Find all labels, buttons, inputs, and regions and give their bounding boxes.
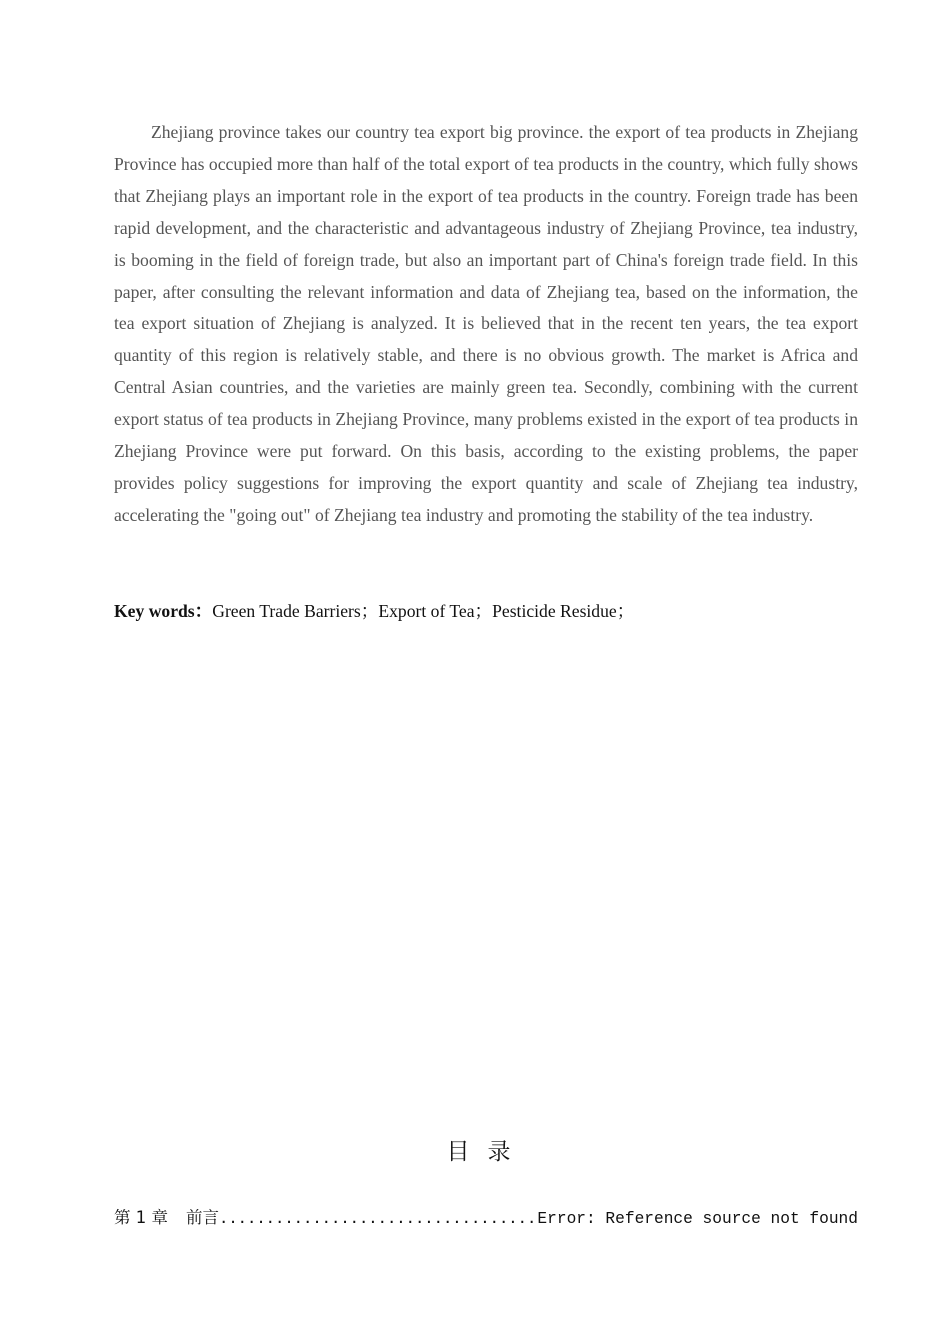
keyword-item: Export of Tea； bbox=[378, 601, 493, 621]
toc-chapter-number: 第 1 章 bbox=[114, 1208, 168, 1227]
toc-title: 目录 bbox=[446, 1139, 529, 1165]
toc-dot-leader bbox=[219, 1209, 537, 1227]
keywords-line bbox=[114, 596, 858, 628]
toc-entry[interactable] bbox=[114, 1204, 858, 1232]
toc-page-reference: Error: Reference source not found bbox=[537, 1210, 858, 1228]
toc-chapter-title: 前言 bbox=[186, 1208, 219, 1227]
keywords-label: Key words： bbox=[114, 601, 213, 621]
keyword-item: Pesticide Residue； bbox=[492, 601, 635, 621]
keyword-item: Green Trade Barriers； bbox=[212, 601, 379, 621]
abstract-paragraph: Zhejiang province takes our country tea export big province. the export of tea products in Zhejiang Province has occupied more than half of the total export of tea products in the country, which fully shows that Zhejiang plays an important role in the export of tea products in the country. Foreign trade has been rapid development, and the characteristic and advantageous industry of Zhejiang Province, tea industry, is booming in the field of foreign trade, but also an important part of China's foreign trade field. In this paper, after consulting the relevant information and data of Zhejiang tea, based on the information, the tea export situation of Zhejiang is analyzed. It is believed that in the recent ten years, the tea export quantity of this region is relatively stable, and there is no obvious growth. The market is Africa and Central Asian countries, and the varieties are mainly green tea. Secondly, combining with the current export status of tea products in Zhejiang Province, many problems existed in the export of tea products in Zhejiang Province were put forward. On this basis, according to the existing problems, the paper provides policy suggestions for improving the export quantity and scale of Zhejiang tea industry, accelerating the "going out" of Zhejiang tea industry and promoting the stability of the tea industry. bbox=[114, 122, 858, 525]
toc-chapter-label bbox=[114, 1204, 219, 1228]
